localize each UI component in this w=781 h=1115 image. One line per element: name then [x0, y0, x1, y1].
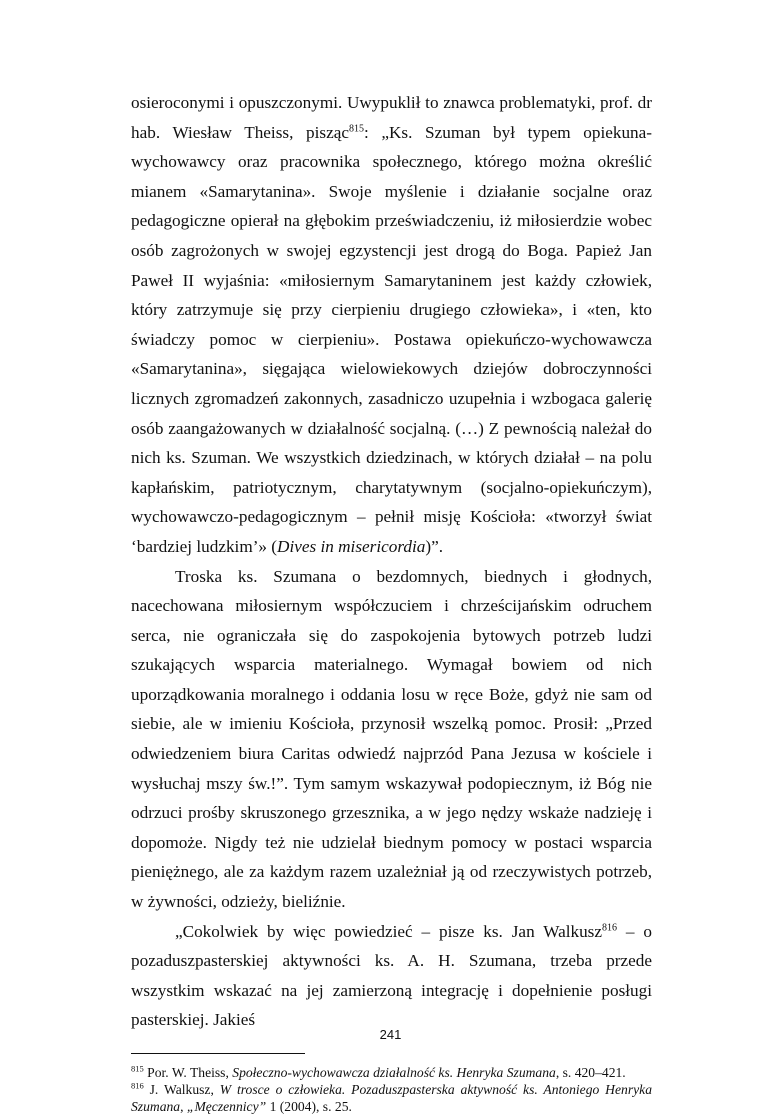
footnote-text-post: , s. 420–421. — [555, 1065, 626, 1080]
footnote-text-pre: Por. W. Theiss, — [143, 1065, 233, 1080]
footnote-text-post: 1 (2004), s. 25. — [266, 1099, 352, 1114]
footnote-title: W trosce o człowieka. Pozaduszpasterska aktywność ks. Antoniego Henryka Szumana — [131, 1082, 652, 1114]
page-body — [131, 88, 652, 1115]
paragraph-2: Troska ks. Szumana o bezdomnych, biednych i głodnych, nacechowana miłosiernym współczuciem i chrześcijańskim odruchem serca, nie ograniczała się do zaspokojenia bytowych potrzeb ludzi szukających wsparcia materialnego. Wymagał bowiem od nich uporządkowania moralnego i oddania losu w ręce Boże, gdyż nie sam od siebie, ale w imieniu Kościoła, przynosił wszelką pomoc. Prosił: „Przed odwiedzeniem biura Caritas odwiedź najprzód Pana Jezusa w kościele i wysłuchaj mszy św.!”. Tym samym wskazywał podopiecznym, iż Bóg nie odrzuci prośby skruszonego grzesznika, a w jego nędzy wskaże nadzieję i dopomoże. Nigdy też nie udzielał biednym pomocy w postaci wsparcia pieniężnego, ale za każdym razem uzależniał ją od rzeczywistych potrzeb, w żywności, odzieży, bieliźnie. — [131, 566, 652, 912]
paragraph-3-text-b: – o pozaduszpasterskiej aktywności ks. A. H. Szumana, trzeba przede wszystkim wskazać na jej zamierzoną integrację i dopełnienie posługi pasterskiej. Jakieś — [131, 921, 653, 1030]
paragraph-1-text-c: )”. — [425, 536, 444, 556]
footnote-text-mid: , — [180, 1099, 187, 1114]
footnote-815 — [131, 1064, 652, 1081]
footnote-number: 816 — [131, 1080, 144, 1091]
footnote-separator — [131, 1053, 305, 1054]
footnote-ref-816[interactable]: 816 — [602, 921, 618, 933]
footnote-title: Społeczno-wychowawcza działalność ks. Henryka Szumana — [232, 1065, 556, 1080]
footnotes — [131, 1064, 652, 1115]
paragraph-1-italic-title: Dives in misericordia — [277, 536, 426, 556]
paragraph-1-text-b: : „Ks. Szuman był typem opiekuna-wychowawcy oraz pracownika społecznego, którego można określić mianem «Samarytanina». Swoje myślenie i działanie socjalne oraz pedagogiczne opierał na głębokim przeświadczeniu, iż miłosierdzie wobec osób zagrożonych w swojej egzystencji jest drogą do Boga. Papież Jan Paweł II wyjaśnia: «miłosiernym Samarytaninem jest każdy człowiek, który zatrzymuje się przy cierpieniu drugiego człowieka», i «ten, kto świadczy pomoc w cierpieniu». Postawa opiekuńczo-wychowawcza «Samarytanina», sięgająca wielowiekowych dziejów dobroczynności licznych zgromadzeń zakonnych, zasadniczo uzupełnia i wzbogaca galerię osób zaangażowanych w działalność socjalną. (…) Z pewnością należał do nich ks. Szuman. We wszystkich dziedzinach, w których działał – na polu kapłańskim, patriotycznym, charytatywnym (socjalno-opiekuńczym), wychowawczo-pedagogicznym – pełnił misję Kościoła: «tworzył świat ‘bardziej ludzkim’» ( — [131, 122, 652, 556]
footnote-816 — [131, 1081, 652, 1115]
footnote-journal: „Męczennicy” — [186, 1099, 267, 1114]
footnote-text-pre: J. Walkusz, — [143, 1082, 220, 1097]
footnote-number: 815 — [131, 1063, 144, 1074]
paragraph-3-text-a: „Cokolwiek by więc powiedzieć – pisze ks. Jan Walkusz — [175, 921, 603, 941]
page-number: 241 — [379, 1027, 402, 1042]
footnote-ref-815[interactable]: 815 — [348, 122, 364, 134]
paragraph-1 — [131, 88, 652, 562]
paragraph-1-text-a: osieroconymi i opuszczonymi. Uwypuklił to znawca problematyki, prof. dr hab. Wiesław Theiss, pisząc — [131, 93, 652, 142]
paragraph-3 — [131, 917, 652, 1035]
